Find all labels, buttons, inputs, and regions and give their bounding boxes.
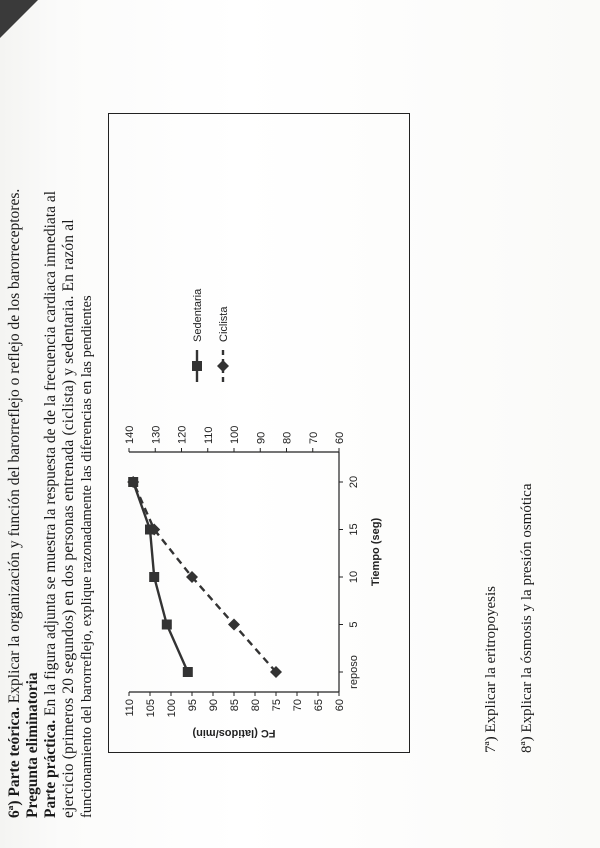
legend-label-ciclista: Ciclista [218, 306, 230, 342]
y-left-tick-label: 60 [334, 699, 346, 712]
question6-number: 6ª) [6, 800, 23, 818]
question6-line5: funcionamiento del barorreflejo, explique razonadamente las diferencias en las pendientes [79, 295, 95, 818]
y-right-tick-label: 120 [176, 425, 189, 444]
y-left-tick-label: 70 [292, 699, 304, 712]
marker-sedentaria [162, 620, 172, 630]
y-right-tick-label: 60 [334, 431, 346, 444]
x-tick-label: 10 [348, 570, 360, 584]
hr-chart [109, 115, 408, 752]
y-left-tick-label: 80 [250, 699, 262, 712]
y-right-tick-label: 130 [150, 425, 163, 444]
y-left-tick-label: 105 [145, 699, 157, 718]
series-line-sedentaria [133, 482, 188, 672]
legend-marker-sedentaria [192, 361, 202, 371]
y-left-tick-label: 90 [208, 699, 220, 712]
y-right-tick-label: 140 [124, 425, 136, 444]
y-left-tick-label: 65 [313, 699, 325, 712]
marker-sedentaria [149, 572, 159, 582]
y-left-tick-label: 85 [229, 699, 241, 712]
question6-line3 [42, 191, 60, 818]
y-right-tick-label: 100 [229, 425, 241, 444]
y-left-tick-label: 100 [166, 699, 178, 718]
question8: 8ª) Explicar la ósmosis y la presión osmótica [519, 483, 535, 753]
y-right-tick-label: 80 [281, 431, 294, 444]
chart-frame [108, 113, 410, 753]
marker-sedentaria [183, 667, 193, 677]
question6-practice-text: En la figura adjunta se muestra la respuesta de de la frecuencia cardiaca inmediata al [42, 190, 59, 716]
x-tick-label: 20 [348, 475, 360, 489]
question6-theory-label: Parte teórica. [6, 707, 23, 797]
question6-eliminatory: Pregunta eliminatoria [24, 672, 41, 818]
marker-ciclista [228, 619, 240, 631]
x-tick-label: 15 [348, 523, 360, 536]
y-right-tick-label: 70 [307, 431, 320, 444]
legend-label-sedentaria: Sedentaria [192, 288, 204, 342]
y-axis-label: FC (latidos/min) [192, 727, 276, 739]
question6-line1 [6, 189, 24, 818]
question6-practice-label: Parte práctica. [42, 719, 59, 818]
y-left-tick-label: 75 [271, 699, 283, 712]
y-right-tick-label: 110 [202, 426, 215, 444]
question6-theory-text: Explicar la organización y función del barorreflejo o reflejo de los barorreceptores. [6, 188, 23, 704]
y-left-tick-label: 110 [124, 699, 136, 717]
x-axis-label: Tiempo (seg) [370, 517, 382, 587]
x-tick-label: reposo [348, 655, 360, 689]
question7: 7ª) Explicar la eritropoyesis [483, 586, 499, 753]
y-right-tick-label: 90 [255, 431, 268, 444]
y-left-tick-label: 95 [187, 699, 199, 712]
x-tick-label: 5 [348, 621, 360, 628]
question6-line4: ejercicio (primeros 20 segundos) en dos personas entrenada (ciclista) y sedentaria. En razón al [60, 219, 77, 818]
legend-marker-ciclista [217, 360, 229, 372]
